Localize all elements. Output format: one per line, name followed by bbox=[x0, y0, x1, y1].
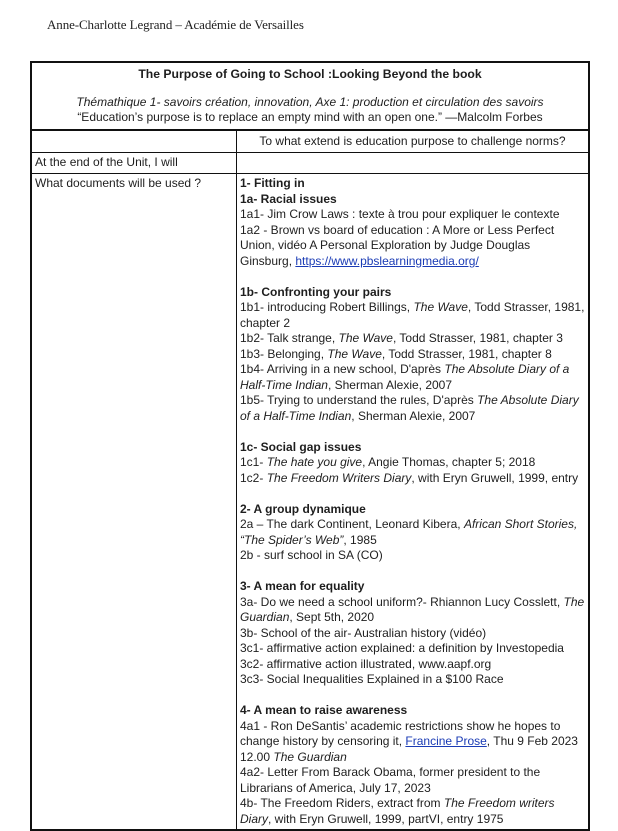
subsection-heading-confronting-pairs: 1b- Confronting your pairs bbox=[240, 284, 392, 299]
item-text: 1c1- bbox=[240, 455, 267, 469]
document-item bbox=[240, 393, 585, 424]
item-title: The Freedom Writers Diary bbox=[266, 470, 412, 485]
document-item: 2b - surf school in SA (CO) bbox=[240, 548, 383, 562]
item-text: , Todd Strasser, 1981, chapter 2 bbox=[240, 300, 585, 330]
item-title: The Freedom writers Diary bbox=[240, 796, 555, 826]
document-item bbox=[240, 796, 585, 827]
item-text: , 1985 bbox=[343, 532, 377, 547]
item-title: The hate you give bbox=[266, 455, 363, 469]
lesson-plan-table bbox=[30, 61, 590, 831]
document-item bbox=[240, 517, 585, 548]
item-text: , Todd Strasser, 1981, chapter 3 bbox=[392, 331, 563, 345]
pbs-learning-media-link[interactable]: https://www.pbslearningmedia.org/ bbox=[295, 253, 479, 268]
question-row-left-cell bbox=[32, 131, 237, 153]
item-text: , Todd Strasser, 1981, chapter 8 bbox=[381, 346, 552, 361]
item-text: 4b- The Freedom Riders, extract from bbox=[240, 796, 444, 810]
item-text: 1b2- Talk strange, bbox=[240, 331, 339, 345]
section-heading-fitting-in: 1- Fitting in bbox=[240, 176, 305, 190]
spacer bbox=[240, 424, 585, 440]
document-item bbox=[240, 300, 585, 331]
subsection-heading-social-gap: 1c- Social gap issues bbox=[240, 439, 362, 454]
subsection-heading-racial-issues: 1a- Racial issues bbox=[240, 191, 337, 206]
item-text: 1b1- introducing Robert Billings, bbox=[240, 300, 414, 314]
item-text: , Angie Thomas, chapter 5; 2018 bbox=[362, 455, 536, 469]
document-item: 3c2- affirmative action illustrated, www.aapf.org bbox=[240, 656, 492, 671]
section-heading-group-dynamique: 2- A group dynamique bbox=[240, 501, 366, 516]
document-item bbox=[240, 471, 585, 487]
item-text: , Thu 9 Feb 2023 12.00 bbox=[240, 734, 578, 764]
document-item bbox=[240, 347, 585, 363]
document-item: 3c3- Social Inequalities Explained in a $100 Race bbox=[240, 672, 504, 686]
document-item: 3b- School of the air- Australian history (vidéo) bbox=[240, 625, 487, 640]
item-title: The Wave bbox=[327, 346, 382, 361]
question-row bbox=[32, 131, 588, 154]
item-title: The Absolute Diary of a Half-Time Indian bbox=[240, 362, 570, 392]
item-text: 1b5- Trying to understand the rules, D'après bbox=[240, 393, 478, 407]
item-title: The Wave bbox=[338, 331, 393, 345]
objectives-label: At the end of the Unit, I will bbox=[32, 153, 237, 173]
item-text: 2a – The dark Continent, Leonard Kibera, bbox=[240, 517, 464, 531]
unit-title: The Purpose of Going to School :Looking Beyond the book bbox=[138, 67, 482, 81]
item-title: The Guardian bbox=[273, 749, 347, 764]
author-header: Anne-Charlotte Legrand – Académie de Versailles bbox=[47, 17, 304, 32]
item-text: 1c2- bbox=[240, 470, 267, 485]
objectives-content bbox=[237, 153, 588, 173]
problematic-question: To what extend is education purpose to challenge norms? bbox=[259, 133, 566, 148]
document-item: 1a1- Jim Crow Laws : texte à trou pour expliquer le contexte bbox=[240, 207, 560, 221]
objectives-row bbox=[32, 153, 588, 174]
item-text: 3a- Do we need a school uniform?- Rhiannon Lucy Cosslett, bbox=[240, 594, 564, 609]
document-item: 3c1- affirmative action explained: a definition by Investopedia bbox=[240, 641, 564, 655]
theme-line: Thémathique 1- savoirs création, innovation, Axe 1: production et circulation des savoirs bbox=[76, 94, 544, 109]
documents-label: What documents will be used ? bbox=[32, 174, 237, 829]
documents-row bbox=[32, 174, 588, 829]
item-title: The Absolute Diary of a Half-Time Indian bbox=[240, 393, 579, 423]
document-item bbox=[240, 455, 585, 471]
quote-line: “Education’s purpose is to replace an empty mind with an open one.” —Malcolm Forbes bbox=[77, 110, 543, 124]
spacer bbox=[240, 269, 585, 285]
document-item: 4a2- Letter From Barack Obama, former president to the Librarians of America, July 17, 2023 bbox=[240, 765, 541, 795]
item-text: 4a1 - Ron DeSantis’ academic restrictions show he hopes to change history by censoring it, bbox=[240, 718, 561, 748]
document-item bbox=[240, 719, 585, 766]
table-title-block bbox=[32, 63, 588, 131]
document-item bbox=[240, 331, 585, 347]
document-item-text: 1a2 - Brown vs board of education : A More or Less Perfect Union, vidéo A Personal Exploration by Judge Douglas Ginsburg, bbox=[240, 222, 555, 268]
item-text: , with Eryn Gruwell, 1999, partVI, entry 1975 bbox=[268, 811, 504, 826]
item-title: The Guardian bbox=[240, 594, 585, 624]
document-item bbox=[240, 223, 585, 270]
document-item bbox=[240, 362, 585, 393]
section-heading-equality: 3- A mean for equality bbox=[240, 579, 365, 593]
spacer bbox=[240, 486, 585, 502]
item-text: 1b3- Belonging, bbox=[240, 346, 328, 361]
section-heading-awareness: 4- A mean to raise awareness bbox=[240, 703, 408, 717]
item-text: , Sherman Alexie, 2007 bbox=[351, 408, 476, 423]
item-text: , Sherman Alexie, 2007 bbox=[327, 377, 453, 392]
item-title: The Wave bbox=[413, 300, 468, 314]
item-text: , with Eryn Gruwell, 1999, entry bbox=[411, 470, 579, 485]
item-title: African Short Stories, “The Spider’s Web” bbox=[240, 517, 578, 547]
spacer bbox=[240, 688, 585, 704]
spacer bbox=[240, 564, 585, 580]
item-text: 1b4- Arriving in a new school, D'après bbox=[240, 362, 445, 376]
document-item bbox=[240, 595, 585, 626]
documents-list bbox=[237, 174, 588, 829]
francine-prose-link[interactable]: Francine Prose bbox=[405, 734, 487, 748]
item-text: , Sept 5th, 2020 bbox=[289, 610, 375, 624]
